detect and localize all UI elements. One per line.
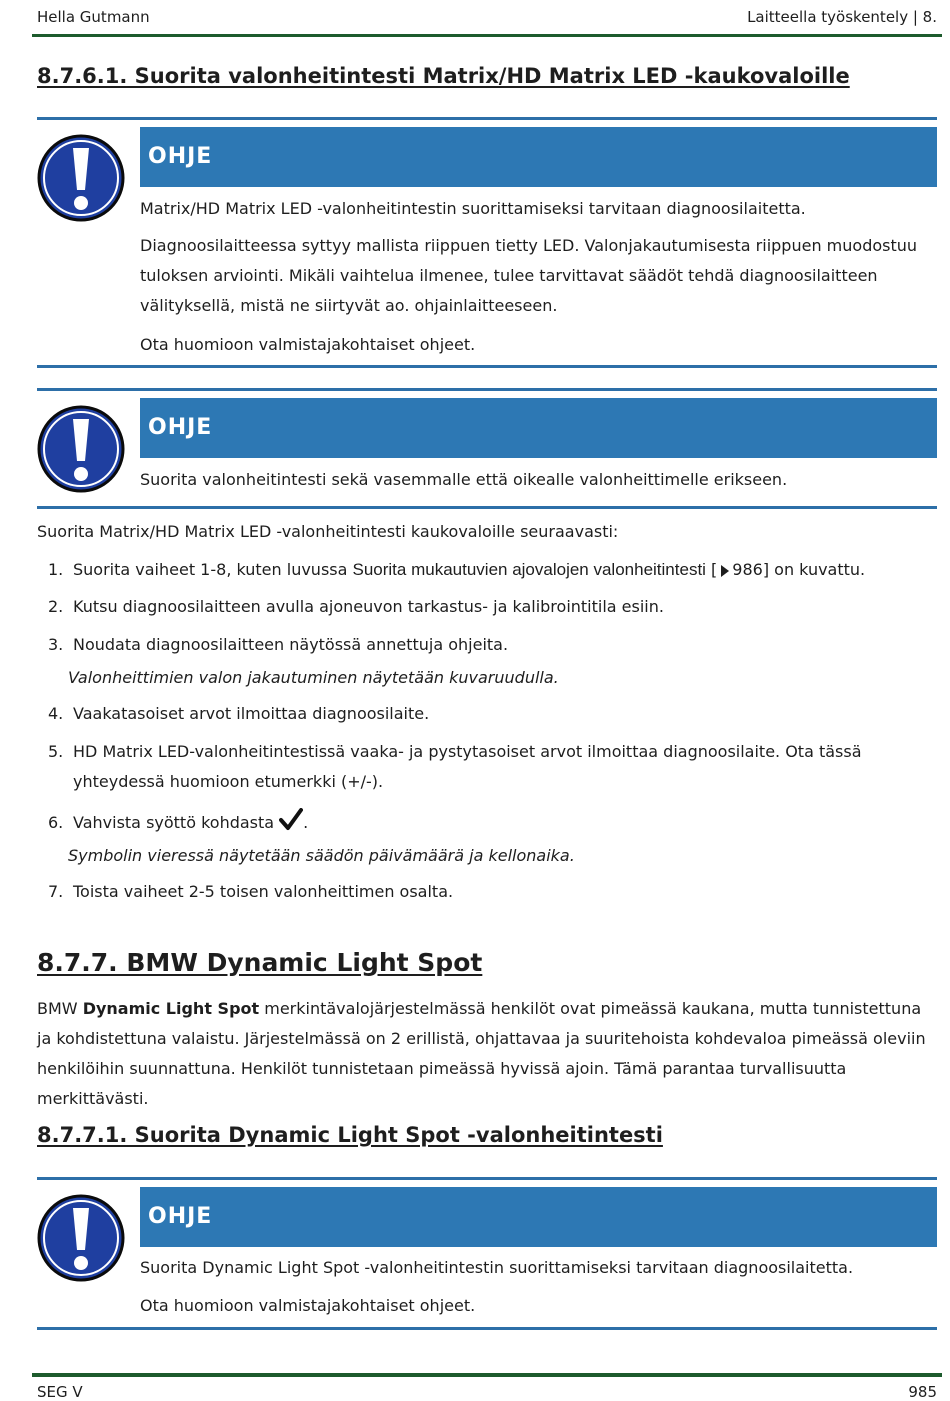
list-item bbox=[48, 737, 928, 797]
notice-top-rule bbox=[37, 117, 937, 120]
notice-text: Ota huomioon valmistajakohtaiset ohjeet. bbox=[140, 335, 476, 354]
header-brand: Hella Gutmann bbox=[37, 8, 150, 26]
step-number: 3. bbox=[48, 635, 64, 654]
footer-product: SEG V bbox=[37, 1383, 83, 1401]
step-number: 4. bbox=[48, 704, 64, 723]
notice-box-3 bbox=[37, 1177, 937, 1331]
triangle-right-icon bbox=[721, 565, 729, 577]
step-number: 5. bbox=[48, 742, 64, 761]
notice-bottom-rule bbox=[37, 365, 937, 368]
step-text bbox=[73, 555, 918, 585]
step-text-part: Vahvista syöttö kohdasta bbox=[73, 813, 275, 832]
notice-top-rule bbox=[37, 1177, 937, 1180]
notice-text: Suorita Dynamic Light Spot -valonheitintestin suorittamiseksi tarvitaan diagnoosilaitetta. bbox=[140, 1258, 854, 1277]
page-header bbox=[32, 0, 942, 37]
page-number: 985 bbox=[908, 1383, 937, 1401]
notice-label: OHJE bbox=[140, 398, 937, 458]
notice-box-2 bbox=[37, 388, 937, 510]
step-result-note: Symbolin vieressä näytetään säädön päivämäärä ja kellonaika. bbox=[68, 846, 575, 865]
step-text-part: . bbox=[303, 813, 309, 832]
exclamation-icon bbox=[37, 1194, 125, 1282]
paragraph-text: BMW bbox=[37, 999, 83, 1018]
notice-text: Suorita valonheitintesti sekä vasemmalle että oikealle valonheittimelle erikseen. bbox=[140, 470, 788, 489]
paragraph-text: merkintävalojärjestelmässä henkilöt ovat pimeässä kaukana, mutta tunnistettuna ja kohdistettuna valaistu. Järjestelmässä on 2 erillistä, ohjattavaa ja suuritehoista kohdevaloa pimeässä oleviin henkilöihin suunnattuna. Henkilöt tunnistetaan pimeässä hyvissä ajoin. Tämä parantaa turvallisuutta merkittävästi. bbox=[37, 999, 926, 1108]
step-text-part: on kuvattu. bbox=[769, 560, 866, 579]
exclamation-icon bbox=[37, 405, 125, 493]
intro-text: Suorita Matrix/HD Matrix LED -valonheitintesti kaukovaloille seuraavasti: bbox=[37, 522, 619, 541]
notice-text: Ota huomioon valmistajakohtaiset ohjeet. bbox=[140, 1296, 476, 1315]
step-text: Vaakatasoiset arvot ilmoittaa diagnoosilaite. bbox=[73, 704, 430, 723]
notice-box-1 bbox=[37, 117, 937, 369]
notice-bottom-rule bbox=[37, 506, 937, 509]
notice-text: Matrix/HD Matrix LED -valonheitintestin suorittamiseksi tarvitaan diagnoosilaitetta. bbox=[140, 199, 806, 218]
header-chapter: Laitteella työskentely | 8. bbox=[747, 8, 937, 26]
notice-label: OHJE bbox=[140, 127, 937, 187]
step-text: Noudata diagnoosilaitteen näytössä annettuja ohjeita. bbox=[73, 635, 509, 654]
step-text: HD Matrix LED-valonheitintestissä vaaka- ja pystytasoiset arvot ilmoittaa diagnoosilaite. Ota tässä yhteydessä huomioon etumerkki (+/-). bbox=[73, 742, 862, 791]
step-result-note: Valonheittimien valon jakautuminen näytetään kuvaruudulla. bbox=[68, 668, 559, 687]
step-text bbox=[73, 808, 918, 838]
paragraph-emphasis: Dynamic Light Spot bbox=[82, 999, 260, 1018]
notice-label: OHJE bbox=[140, 1187, 937, 1247]
section-title-8761: 8.7.6.1. Suorita valonheitintesti Matrix/HD Matrix LED -kaukovaloille bbox=[37, 64, 850, 88]
notice-text: Diagnoosilaitteessa syttyy mallista riippuen tietty LED. Valonjakautumisesta riippuen muodostuu tuloksen arviointi. Mikäli vaihtelua ilmenee, tulee tarvittavat säädöt tehdä diagnoosilaitteen välityksellä, mistä ne siirtyvät ao. ohjainlaitteeseen. bbox=[140, 236, 918, 315]
section-title-8771: 8.7.7.1. Suorita Dynamic Light Spot -valonheitintesti bbox=[37, 1123, 663, 1147]
exclamation-icon bbox=[37, 134, 125, 222]
notice-top-rule bbox=[37, 388, 937, 391]
checkmark-icon bbox=[279, 808, 303, 832]
section-title-877: 8.7.7. BMW Dynamic Light Spot bbox=[37, 948, 483, 977]
step-number: 7. bbox=[48, 882, 64, 901]
step-number: 1. bbox=[48, 560, 64, 579]
step-text: Kutsu diagnoosilaitteen avulla ajoneuvon tarkastus- ja kalibrointitila esiin. bbox=[73, 597, 664, 616]
step-text: Toista vaiheet 2-5 toisen valonheittimen osalta. bbox=[73, 882, 454, 901]
cross-reference-link[interactable]: Suorita mukautuvien ajovalojen valonheitintesti bbox=[352, 560, 706, 579]
notice-bottom-rule bbox=[37, 1327, 937, 1330]
step-text-part: Suorita vaiheet 1-8, kuten luvussa bbox=[73, 560, 353, 579]
step-number: 2. bbox=[48, 597, 64, 616]
section-paragraph bbox=[37, 994, 937, 1114]
step-number: 6. bbox=[48, 813, 64, 832]
page-reference[interactable]: 986] bbox=[732, 560, 770, 579]
step-text-part: [ bbox=[705, 560, 718, 579]
